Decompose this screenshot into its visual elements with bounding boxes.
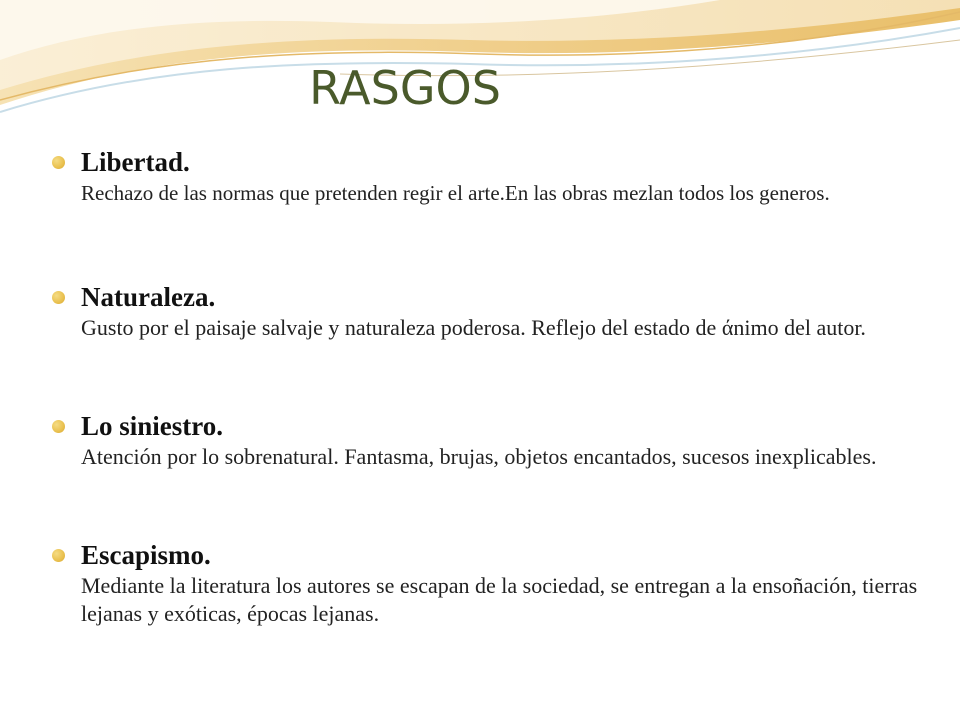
bullet-dot-icon [52, 156, 65, 169]
bullet-heading: Naturaleza. [81, 282, 216, 312]
slide-title: RASGOS [309, 61, 501, 115]
bullet-text: Rechazo de las normas que pretenden regir el arte.En las obras mezlan todos los generos. [81, 181, 830, 205]
bullet-text: Mediante la literatura los autores se escapan de la sociedad, se entregan a la ensoñación, tierras lejanas y exóticas, épocas lejanas. [81, 573, 918, 626]
bullet-heading: Libertad. [81, 147, 190, 177]
bullet-text: Gusto por el paisaje salvaje y naturaleza poderosa. Reflejo del estado de άnimo del autor. [81, 315, 866, 340]
bullet-heading: Escapismo. [81, 540, 211, 570]
bullet-dot-icon [52, 420, 65, 433]
bullet-heading: Lo siniestro. [81, 411, 224, 441]
bullet-dot-icon [52, 549, 65, 562]
bullet-dot-icon [52, 291, 65, 304]
bullet-text: Atención por lo sobrenatural. Fantasma, brujas, objetos encantados, sucesos inexplicables. [81, 444, 877, 469]
